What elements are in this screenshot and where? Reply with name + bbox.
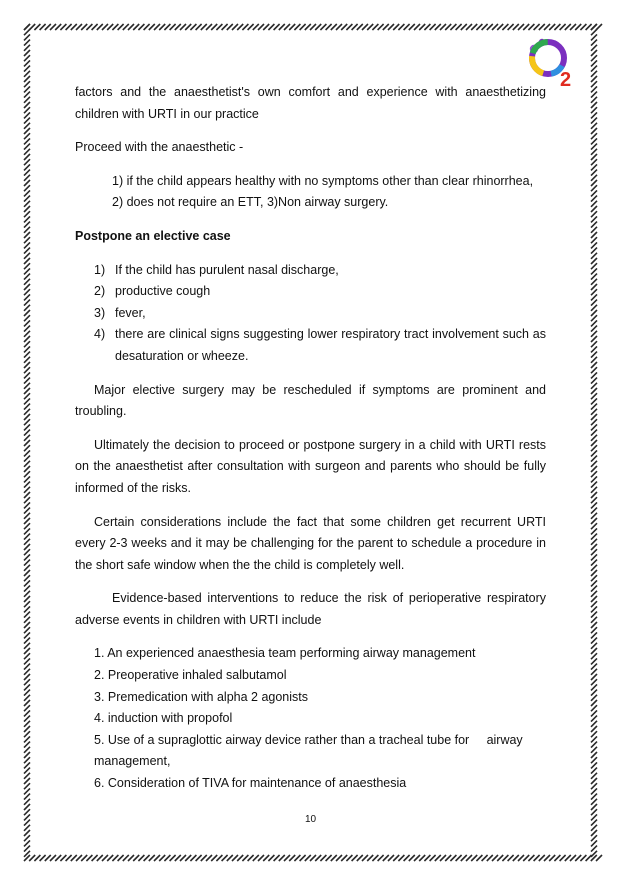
list-item-text: there are clinical signs suggesting lower respiratory tract involvement such as desaturation or wheeze. — [115, 327, 546, 363]
list-item — [94, 281, 546, 303]
paragraph-decision: Ultimately the decision to proceed or postpone surgery in a child with URTI rests on the anaesthetist after consultation with surgeon and parents who should be fully informed of the risks. — [75, 437, 546, 495]
list-item-text: fever, — [115, 305, 146, 320]
list-item: 2. Preoperative inhaled salbutamol — [94, 668, 287, 683]
list-item-number: 1) — [94, 262, 106, 277]
interventions-list — [75, 643, 546, 794]
postpone-list — [75, 260, 546, 368]
list-item — [94, 260, 546, 282]
list-item — [94, 303, 546, 325]
list-item-number: 2) — [94, 284, 106, 299]
list-item-text: productive cough — [115, 284, 211, 299]
page-number: 10 — [304, 814, 317, 825]
list-item: 5. Use of a supraglottic airway device rather than a tracheal tube for airway management, — [94, 732, 527, 769]
list-item-number: 3) — [94, 305, 106, 320]
proceed-condition-line-1: 1) if the child appears healthy with no symptoms other than clear rhinorrhea, — [112, 173, 534, 188]
paragraph-interventions-intro: Evidence-based interventions to reduce the risk of perioperative respiratory adverse events in children with URTI include — [75, 591, 546, 627]
list-item: 3. Premedication with alpha 2 agonists — [94, 689, 309, 704]
paragraph-factors: factors and the anaesthetist's own comfort and experience with anaesthetizing children with URTI in our practice — [75, 85, 546, 121]
list-item: 1. An experienced anaesthesia team performing airway management — [94, 646, 476, 661]
list-item: 4. induction with propofol — [94, 711, 233, 726]
section-heading-postpone: Postpone an elective case — [75, 228, 231, 243]
list-item — [94, 324, 546, 367]
proceed-condition-line-2: 2) does not require an ETT, 3)Non airway surgery. — [112, 195, 389, 210]
proceed-conditions — [75, 171, 546, 214]
document-body — [75, 82, 546, 795]
paragraph-considerations: Certain considerations include the fact that some children get recurrent URTI every 2-3 weeks and it may be challenging for the parent to schedule a procedure in the short safe window when the the child is completely well. — [75, 514, 546, 572]
list-item: 6. Consideration of TIVA for maintenance of anaesthesia — [94, 776, 407, 791]
paragraph-proceed: Proceed with the anaesthetic - — [75, 140, 244, 155]
list-item-text: If the child has purulent nasal discharge, — [115, 262, 339, 277]
list-item-number: 4) — [94, 327, 106, 342]
svg-text:2: 2 — [560, 69, 572, 91]
paragraph-reschedule: Major elective surgery may be rescheduled if symptoms are prominent and troubling. — [75, 382, 546, 419]
